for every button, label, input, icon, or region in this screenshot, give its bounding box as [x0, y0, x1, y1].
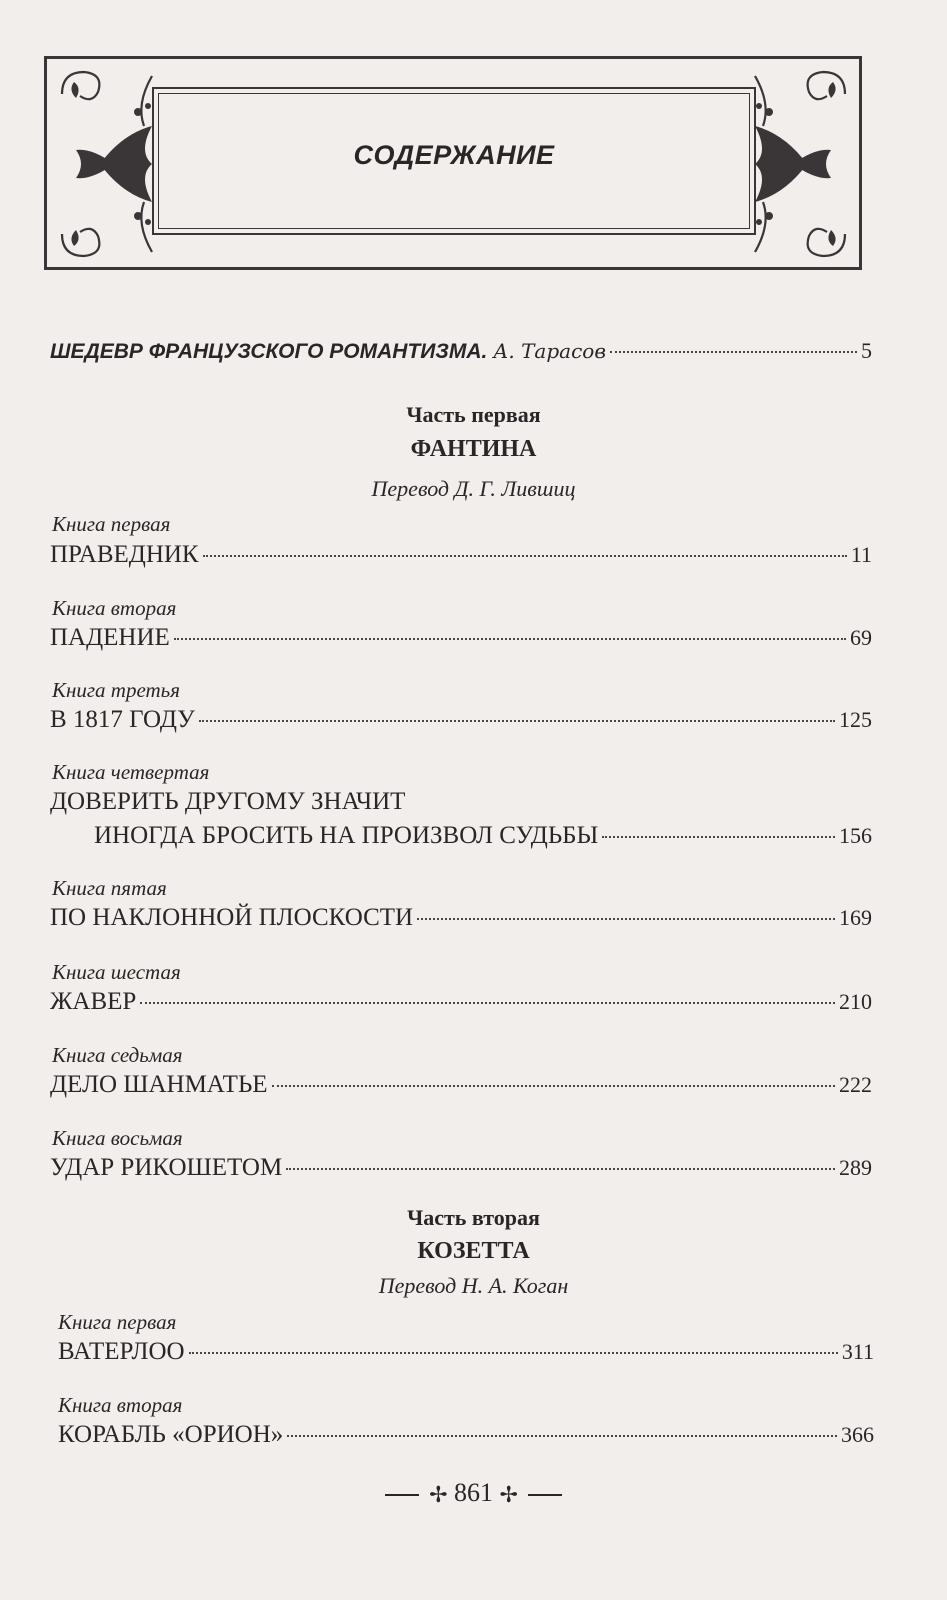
toc-entry[interactable]: [58, 1338, 874, 1366]
book-label: Книга вторая: [58, 1393, 183, 1417]
page-number: 366: [841, 1422, 874, 1447]
book-label: Книга четвертая: [52, 760, 210, 784]
page-number: 861: [454, 1478, 493, 1507]
book-title-line1[interactable]: ДОВЕРИТЬ ДРУГОМУ ЗНАЧИТ: [50, 788, 406, 815]
page-number: 5: [861, 338, 872, 363]
leader-dots: [199, 720, 835, 722]
toc-entry[interactable]: [50, 904, 872, 932]
book-title: УДАР РИКОШЕТОМ: [50, 1154, 283, 1181]
leader-dots: [417, 918, 835, 920]
page-number: 289: [839, 1155, 872, 1180]
book-label: Книга седьмая: [52, 1043, 183, 1067]
book-title: ВАТЕРЛОО: [58, 1338, 185, 1365]
toc-entry[interactable]: [50, 624, 872, 652]
part-label: Часть вторая: [407, 1205, 540, 1230]
leader-dots: [272, 1085, 835, 1087]
leader-dots: [140, 1002, 835, 1004]
book-title-line2: ИНОГДА БРОСИТЬ НА ПРОИЗВОЛ СУДЬБЫ: [94, 822, 599, 849]
book-title: ПРАВЕДНИК: [50, 541, 199, 568]
toc-entry[interactable]: [50, 706, 872, 734]
intro-title: ШЕДЕВР ФРАНЦУЗСКОГО РОМАНТИЗМА.: [50, 340, 488, 363]
page-number: 169: [839, 905, 872, 930]
leader-dots: [189, 1352, 838, 1354]
part-title: КОЗЕТТА: [417, 1238, 530, 1264]
cross-icon: ✢: [429, 1482, 448, 1508]
part-label: Часть первая: [406, 402, 541, 427]
book-label: Книга третья: [52, 678, 180, 702]
book-label: Книга восьмая: [52, 1126, 183, 1150]
book-label: Книга вторая: [52, 596, 177, 620]
toc-entry[interactable]: [50, 1071, 872, 1099]
leader-dots: [174, 638, 846, 640]
book-label: Книга шестая: [52, 960, 181, 984]
footer-dash: [528, 1494, 562, 1496]
toc-entry[interactable]: [50, 988, 872, 1016]
book-label: Книга первая: [58, 1310, 177, 1334]
cross-icon: ✢: [499, 1482, 518, 1508]
book-label: Книга пятая: [52, 876, 167, 900]
book-title: В 1817 ГОДУ: [50, 706, 195, 733]
leader-dots: [610, 351, 857, 353]
book-title: КОРАБЛЬ «ОРИОН»: [58, 1421, 284, 1448]
translator-credit: Перевод Д. Г. Лившиц: [371, 476, 576, 501]
toc-entry[interactable]: [50, 541, 872, 569]
book-title: ПО НАКЛОННОЙ ПЛОСКОСТИ: [50, 904, 414, 931]
leader-dots: [602, 836, 835, 838]
toc-entry[interactable]: [50, 1154, 872, 1182]
page-number: 11: [850, 542, 872, 567]
page-title: СОДЕРЖАНИЕ: [353, 140, 555, 170]
page-number: 69: [850, 625, 872, 650]
page-number: 156: [839, 823, 872, 848]
page-number: 311: [841, 1339, 874, 1364]
book-label: Книга первая: [52, 512, 171, 536]
book-title: ЖАВЕР: [50, 988, 137, 1015]
leader-dots: [286, 1168, 835, 1170]
page-number: 210: [839, 989, 872, 1014]
translator-credit: Перевод Н. А. Коган: [378, 1273, 569, 1298]
intro-author: А. Тарасов: [493, 339, 606, 363]
toc-entry[interactable]: [58, 1421, 874, 1449]
page-number: 222: [839, 1072, 872, 1097]
part-title: ФАНТИНА: [410, 436, 537, 462]
floral-ornament-icon: [52, 64, 162, 264]
book-title: ПАДЕНИЕ: [50, 624, 170, 651]
footer-dash: [385, 1494, 419, 1496]
leader-dots: [203, 555, 847, 557]
page-number: 125: [839, 707, 872, 732]
toc-entry-intro[interactable]: [50, 338, 872, 364]
footer-page-number: [0, 1478, 947, 1508]
leader-dots: [287, 1435, 837, 1437]
book-title: ДЕЛО ШАНМАТЬЕ: [50, 1071, 268, 1098]
toc-entry[interactable]: [94, 822, 872, 850]
floral-ornament-icon: [745, 64, 855, 264]
